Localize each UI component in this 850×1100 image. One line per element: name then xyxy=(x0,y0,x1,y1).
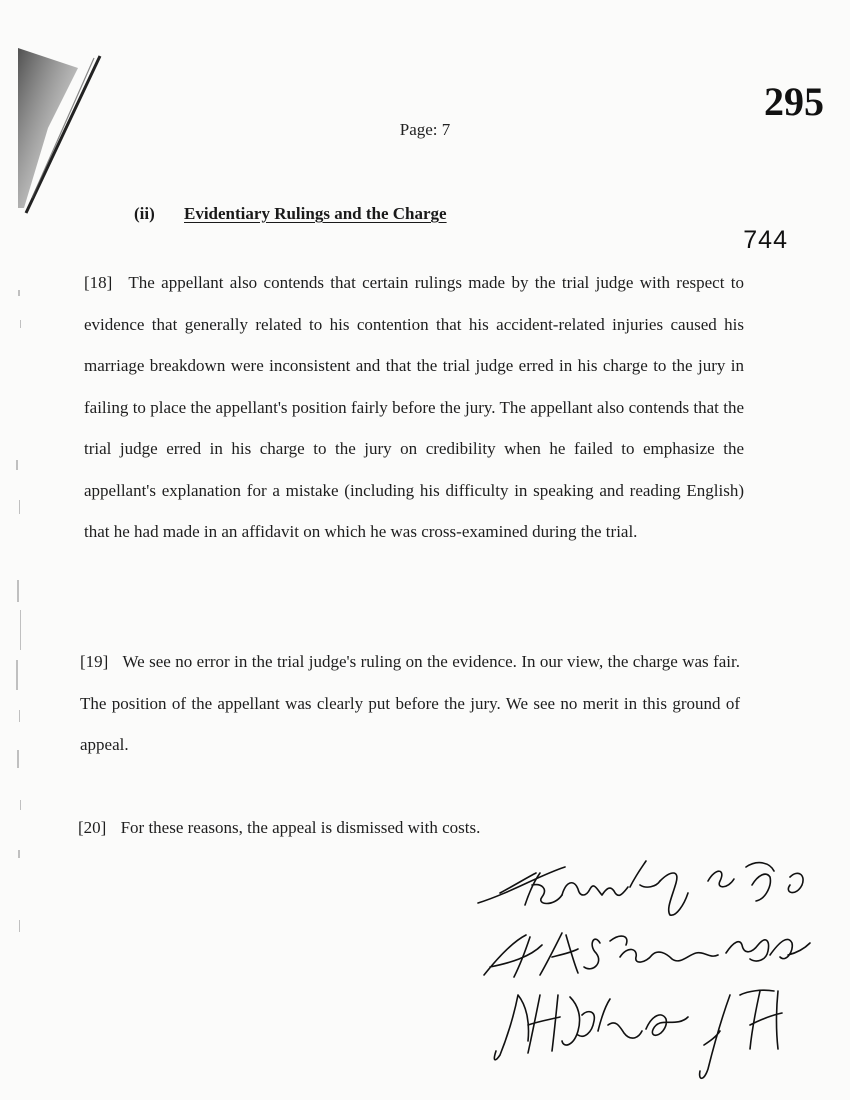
reference-number: 744 xyxy=(743,226,788,254)
paragraph-20 xyxy=(78,807,738,849)
signature-3 xyxy=(494,990,782,1078)
paragraph-text: For these reasons, the appeal is dismissed with costs. xyxy=(120,818,481,837)
section-title: Evidentiary Rulings and the Charge xyxy=(184,204,447,223)
page-label: Page: 7 xyxy=(399,120,451,139)
page-stamp-number: 295 xyxy=(764,79,824,124)
paragraph-number: [20] xyxy=(78,818,107,837)
section-number: (ii) xyxy=(134,204,155,223)
section-heading xyxy=(134,204,447,224)
paragraph-19 xyxy=(80,641,740,766)
signature-2 xyxy=(484,933,810,977)
paragraph-number: [19] xyxy=(80,652,109,671)
scan-edge-speckle xyxy=(10,280,30,980)
signature-1 xyxy=(478,861,803,915)
paragraph-number: [18] xyxy=(84,273,113,292)
paragraph-text: We see no error in the trial judge's ruling on the evidence. In our view, the charge was fair. The position of the appellant was clearly put before the jury. We see no merit in this ground of appeal. xyxy=(80,652,740,754)
paragraph-18 xyxy=(84,262,744,553)
paragraph-text: The appellant also contends that certain rulings made by the trial judge with respect to evidence that generally related to his contention that his accident-related injuries caused his marriage breakdown were inconsistent and that the trial judge erred in his charge to the jury in failing to place the appellant's position fairly before the jury. The appellant also contends that the trial judge erred in his charge to the jury on credibility when he failed to emphasize the appellant's explanation for a mistake (including his difficulty in speaking and reading English) that he had made in an affidavit on which he was cross-examined during the trial. xyxy=(84,273,744,541)
signature-block xyxy=(470,845,830,1090)
